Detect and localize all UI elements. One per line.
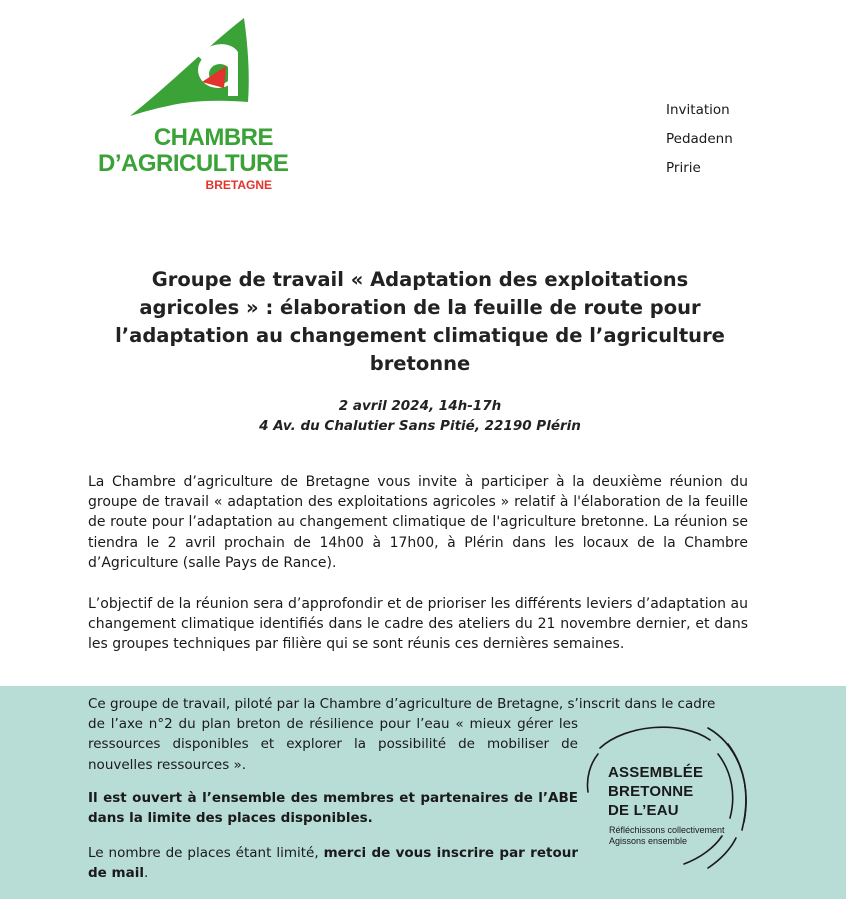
body-paragraph-2: L’objectif de la réunion sera d’approfondir et de prioriser les différents leviers d’adaptation au changement climatique identifiés dans le cadre des ateliers du 21 novembre dernier, et dans les groupes techniques par filière qui se sont réunis ces dernières semaines.	[88, 596, 748, 653]
logo-a-mark-icon	[98, 16, 278, 126]
abe-line-3: DE L’EAU	[608, 802, 679, 819]
logo-line-3: BRETAGNE	[205, 178, 272, 192]
abe-tagline-1: Réfléchissons collectivement	[609, 825, 725, 835]
body-paragraph-1: La Chambre d’agriculture de Bretagne vous invite à participer à la deuxième réunion du groupe de travail « adaptation des exploitations agricoles » relatif à l'élaboration de la feuille de route pour l’adaptation au changement climatique de l'agriculture bretonne. La réunion se tiendra le 2 avril prochain de 14h00 à 17h00, à Plérin dans les locaux de la Chambre d’Agriculture (salle Pays de Rance).	[88, 474, 748, 571]
event-address: 4 Av. du Chalutier Sans Pitié, 22190 Plérin	[259, 418, 581, 434]
page-title: Groupe de travail « Adaptation des exploitations agricoles » : élaboration de la feuille de route pour l’adaptation au changement climatique de l’agriculture bretonne	[115, 268, 725, 375]
abe-line-1: ASSEMBLÉE	[608, 764, 704, 781]
abe-line-2: BRETONNE	[608, 783, 694, 800]
band-paragraph-3	[88, 843, 578, 884]
abe-tagline-2: Agissons ensemble	[609, 836, 688, 846]
chambre-agriculture-logo	[98, 16, 289, 196]
language-list	[666, 96, 733, 183]
band-paragraph-3-normal: Le nombre de places étant limité,	[88, 845, 324, 861]
band-paragraph-1-rest: de l’axe n°2 du plan breton de résilience pour l’eau « mieux gérer les ressources disponibles et explorer la possibilité de mobiliser de nouvelles ressources ».	[88, 716, 578, 773]
abe-logo	[586, 718, 756, 878]
event-details	[100, 396, 740, 436]
band-paragraph-3-end: .	[143, 865, 149, 882]
language-french: Invitation	[666, 102, 730, 118]
language-breton: Pedadenn	[666, 131, 733, 147]
language-gallo: Pririe	[666, 160, 701, 176]
band-paragraph-2: Il est ouvert à l’ensemble des membres et partenaires de l’ABE dans la limite des places disponibles.	[88, 790, 578, 827]
logo-line-1: CHAMBRE	[153, 124, 273, 151]
band-paragraph-1-line-1: Ce groupe de travail, piloté par la Chambre d’agriculture de Bretagne, s’inscrit dans le cadre	[88, 696, 716, 712]
logo-line-2: D’AGRICULTURE	[98, 150, 289, 177]
event-date: 2 avril 2024, 14h-17h	[338, 398, 502, 414]
band-paragraph-3-bold: merci de vous inscrire par retour de mail	[88, 845, 578, 882]
